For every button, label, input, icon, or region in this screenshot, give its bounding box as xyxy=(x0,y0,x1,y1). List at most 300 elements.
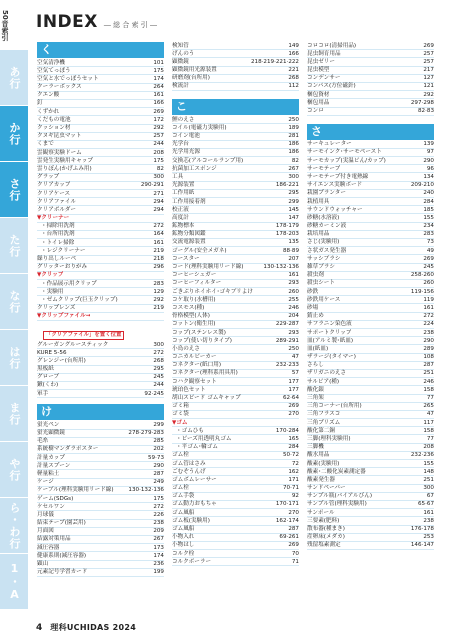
entry-page: 130·132·136 xyxy=(263,264,299,270)
entry-page: 82 xyxy=(156,165,164,172)
entry-page: 269 xyxy=(153,108,164,115)
tab-ka-row[interactable]: か行 xyxy=(0,106,28,162)
entry-page: 165 xyxy=(288,435,299,442)
entry-page: 270 xyxy=(288,411,299,418)
entry-name: 砂糖カーミン液 xyxy=(307,223,347,230)
index-tabs xyxy=(0,0,28,644)
index-entry xyxy=(172,75,299,83)
entry-name: 空気てっぽう xyxy=(37,67,71,74)
index-entry xyxy=(307,304,434,312)
entry-page: 82 xyxy=(291,157,299,164)
entry-page: 96 xyxy=(426,165,434,172)
entry-name: 鉱物分類図鑑 xyxy=(172,231,206,238)
entry-page: 209 xyxy=(153,528,164,535)
index-entry xyxy=(172,403,299,411)
entry-name: サイエンス実験ボード xyxy=(307,182,363,189)
entry-page: 71 xyxy=(291,558,299,565)
entry-name: 蛍光ペン xyxy=(37,421,60,428)
entry-name: コード(理科実験用リード線) xyxy=(172,264,244,270)
entry-name: サポートクリップ xyxy=(307,329,352,336)
entry-name: 酸素(実験用) xyxy=(307,460,340,467)
entry-page: 162 xyxy=(288,468,299,475)
entry-page: 268 xyxy=(153,357,164,364)
index-entry xyxy=(172,133,299,141)
entry-name: 光源装置 xyxy=(172,182,195,189)
entry-name: ごきぶりホイホイ･ゴキブリよけ xyxy=(172,288,253,295)
entry-name: 砂鉄用ケース xyxy=(307,296,341,303)
entry-page: 177 xyxy=(288,386,299,393)
entry-name: ゴム動力おもちゃ xyxy=(172,501,217,508)
entry-name: 胡山スピード ゴムキャップ xyxy=(172,395,241,401)
tab-ta-row[interactable]: た行 xyxy=(0,218,28,274)
entry-page: 47 xyxy=(291,354,299,361)
index-entry xyxy=(37,357,164,365)
entry-page: 284 xyxy=(423,198,434,205)
page-number: 4 xyxy=(36,622,43,633)
entry-page: 82·83 xyxy=(417,108,434,114)
section-heading-ku: く xyxy=(37,42,164,58)
entry-name: ゴーグル(安全メガネ) xyxy=(172,247,227,254)
entry-page: 289 xyxy=(423,345,434,352)
entry-name: 三脚機 xyxy=(307,444,324,451)
entry-page: 278·279·283 xyxy=(128,430,164,436)
entry-page: 209·210 xyxy=(410,182,434,189)
entry-name: グリッターおりがみ xyxy=(37,264,88,271)
entry-name: ゴム栓 xyxy=(172,485,189,492)
entry-name: げんのう xyxy=(172,50,195,57)
entry-page: 293 xyxy=(288,280,299,287)
entry-name: コルクボーラー xyxy=(172,558,212,565)
tab-ma-row[interactable]: ま行 xyxy=(0,386,28,442)
entry-name: クリアボルダー xyxy=(37,206,76,213)
index-entry xyxy=(172,411,299,419)
entry-page: 161 xyxy=(288,272,299,279)
entry-name: 減圧容器 xyxy=(37,544,60,551)
page-subtitle: ― 総 合 索 引 ― xyxy=(103,21,158,29)
entry-page: 162·174 xyxy=(275,517,299,524)
entry-page: 62·64 xyxy=(282,395,299,401)
entry-name: サーモカップ(実温ビん/カップ) xyxy=(307,157,386,164)
entry-page: 284 xyxy=(288,444,299,451)
entry-name: 系統樹マンダラポスター xyxy=(37,446,99,453)
entry-name: 交流電源装置 xyxy=(172,239,206,246)
entry-name: 酸化銀 xyxy=(307,386,324,393)
tab-sa-row[interactable]: さ行 xyxy=(0,162,28,218)
entry-name: 皿(アルミ製･紙皿) xyxy=(307,337,354,344)
entry-name: ・台所用洗剤 xyxy=(41,231,75,238)
entry-name: コネクター(紙口用) xyxy=(172,362,222,369)
entry-name: 計量カップ xyxy=(37,454,65,461)
entry-page: 177 xyxy=(288,378,299,385)
index-entry xyxy=(37,569,164,577)
entry-page: 175 xyxy=(153,157,164,164)
entry-page: 246 xyxy=(288,304,299,311)
entry-name: ・レジクリーナー xyxy=(41,247,86,254)
entry-name: クリップレンズ xyxy=(37,305,76,312)
entry-name: 栽植用具 xyxy=(307,198,330,205)
entry-page: 97 xyxy=(426,149,434,156)
entry-page: 244 xyxy=(153,141,164,148)
entry-page: 217 xyxy=(423,67,434,74)
entry-name: ゴム風船 xyxy=(172,526,195,532)
entry-name: 散布器(種まき) xyxy=(307,526,345,532)
entry-name: 産卵床(メダカ) xyxy=(307,534,345,541)
entry-name: 三脚(理科実験用) xyxy=(307,435,351,442)
entry-name: ・平ゴム･輪ゴム xyxy=(176,444,218,451)
entry-page: 92 xyxy=(291,493,299,500)
entry-name: クリアカップ xyxy=(37,182,71,189)
entry-page: 175 xyxy=(153,495,164,502)
entry-page: 186 xyxy=(288,149,299,156)
entry-name: サッシブラシ xyxy=(307,255,341,262)
entry-page: 292 xyxy=(423,91,434,98)
index-column-1 xyxy=(37,42,164,577)
entry-page: 139 xyxy=(423,141,434,148)
group-label-clipfile: ▼クリップファイル→ xyxy=(37,313,164,321)
entry-page: 49 xyxy=(426,247,434,254)
index-entry xyxy=(37,503,164,511)
index-entry xyxy=(37,133,164,141)
entry-name: コルク栓 xyxy=(172,550,195,557)
entry-name: コロコロ(清掃用品) xyxy=(307,42,357,49)
entry-name: 顕微鏡 xyxy=(172,58,189,65)
index-entry xyxy=(172,198,299,206)
entry-page: 240 xyxy=(423,190,434,197)
tab-numbers-alpha[interactable]: 1・A xyxy=(0,554,28,610)
entry-page: 293 xyxy=(288,329,299,336)
entry-name: サフラニン染色液 xyxy=(307,321,352,328)
entry-page: 232·236 xyxy=(410,452,434,459)
tab-ya-row[interactable]: や行 xyxy=(0,442,28,498)
entry-page: 166 xyxy=(288,50,299,57)
entry-name: 小物入れ xyxy=(172,534,195,541)
entry-page: 161 xyxy=(153,239,164,246)
entry-page: 251 xyxy=(423,370,434,377)
entry-page: 244 xyxy=(153,382,164,389)
entry-name: 酸素･二酸化炭素測定器 xyxy=(307,468,366,475)
entry-name: 毛糸 xyxy=(37,438,49,445)
entry-page: 238 xyxy=(153,520,164,527)
entry-page: 245 xyxy=(423,264,434,270)
entry-page: 208 xyxy=(153,149,164,156)
entry-page: 218 xyxy=(153,256,164,262)
entry-page: 186 xyxy=(288,141,299,148)
entry-page: 299 xyxy=(153,421,164,428)
section-heading-ko: こ xyxy=(172,99,299,115)
entry-page: 267 xyxy=(153,536,164,543)
index-entry xyxy=(307,386,434,394)
entry-name: サンプル瓶(バイアルびん) xyxy=(307,493,373,500)
entry-page: 260 xyxy=(423,280,434,287)
entry-page: 175 xyxy=(153,67,164,74)
entry-name: 砂鉄 xyxy=(307,288,319,295)
entry-name: 小鳥のえさ xyxy=(172,345,200,352)
entry-name: 研磨剤(台所用) xyxy=(172,75,210,82)
entry-page: 232·233 xyxy=(275,362,299,369)
entry-name: 工作用接着剤 xyxy=(172,198,206,205)
entry-name: クーラーボックス xyxy=(37,84,82,91)
entry-name: クリアファイル xyxy=(37,198,77,205)
entry-page: 67 xyxy=(426,493,434,500)
entry-name: コネクター(理科系用具用) xyxy=(172,370,238,377)
entry-page: 166 xyxy=(153,100,164,107)
entry-name: 錆止め xyxy=(307,313,324,320)
entry-page: 88·89 xyxy=(282,247,299,254)
entry-page: 161 xyxy=(423,304,434,311)
entry-name: 元素記号学習カード xyxy=(37,569,88,576)
entry-name: サーモインク･サーモペースト xyxy=(307,149,382,156)
entry-name: ごむぞうんげ xyxy=(172,468,206,475)
tab-ra-wa-row[interactable]: ら・わ行 xyxy=(0,498,28,554)
entry-name: グラップ xyxy=(37,174,60,181)
entry-name: 工具 xyxy=(172,173,184,180)
entry-page: 245 xyxy=(153,374,164,381)
entry-page: 258·260 xyxy=(410,272,434,279)
entry-page: 281 xyxy=(288,133,299,139)
entry-name: サウンドウォッチャー xyxy=(307,206,363,213)
entry-page: 295 xyxy=(288,190,299,197)
entry-name: ・ゴムひも xyxy=(176,427,204,434)
entry-name: クエン酸 xyxy=(37,92,60,99)
entry-name: 梱包用品 xyxy=(307,99,330,106)
index-entry xyxy=(37,520,164,528)
entry-name: 琥珀色セット xyxy=(172,386,206,393)
entry-name: サーキュレーター xyxy=(307,141,352,148)
entry-name: ・作品展示用クリップ xyxy=(41,280,97,287)
index-entry xyxy=(37,390,164,398)
entry-page: 218·219·221·222 xyxy=(250,58,299,65)
group-label-clip: ▼クリップ xyxy=(37,272,164,280)
entry-page: 295 xyxy=(153,366,164,373)
tab-na-row[interactable]: な行 xyxy=(0,274,28,330)
entry-name: コニカルビーカー xyxy=(172,354,217,361)
entry-name: 三角プリズム xyxy=(307,419,341,426)
entry-name: 光学台 xyxy=(172,141,189,148)
entry-page: 70·71 xyxy=(282,485,299,492)
entry-page: 129 xyxy=(153,288,164,295)
entry-name: 雲観察実験ドーム xyxy=(37,149,82,156)
entry-name: 殺虫剤 xyxy=(307,272,324,279)
entry-page: 267 xyxy=(288,165,299,172)
entry-page: 257 xyxy=(153,133,164,140)
entry-name: 校正液 xyxy=(172,206,189,213)
entry-page: 73 xyxy=(426,239,434,246)
entry-page: 121 xyxy=(423,83,434,90)
entry-name: 繰り出しルーペ xyxy=(37,256,77,262)
entry-name: くだもの電池 xyxy=(37,116,71,123)
entry-page: 287 xyxy=(153,470,164,477)
entry-page: 119·156 xyxy=(410,288,434,295)
entry-page: 272 xyxy=(153,349,164,356)
entry-page: 268 xyxy=(288,75,299,82)
entry-name: ザラージ(タイマー) xyxy=(307,354,356,361)
entry-page: 297·298 xyxy=(410,99,434,106)
entry-page: 269 xyxy=(288,403,299,410)
index-entry xyxy=(37,552,164,560)
index-entry xyxy=(172,83,299,91)
entry-name: 梱包資材 xyxy=(307,91,330,98)
entry-page: 178·203 xyxy=(275,231,299,238)
entry-name: ゴミ箱 xyxy=(172,403,189,410)
entry-name: さらし xyxy=(307,362,324,369)
entry-page: 207 xyxy=(288,255,299,262)
entry-name: 昆虫模型 xyxy=(307,67,330,74)
page-header xyxy=(36,12,157,32)
entry-page: 59·73 xyxy=(147,454,164,461)
entry-page: 108 xyxy=(423,354,434,361)
entry-name: ケーブル(理科実験用リード線) xyxy=(37,487,114,494)
entry-page: 289·291 xyxy=(275,337,299,344)
index-entry xyxy=(172,165,299,173)
entry-page: 285 xyxy=(153,438,164,445)
entry-name: 光学用光源 xyxy=(172,149,200,156)
entry-page: 135 xyxy=(288,239,299,246)
entry-page: 147 xyxy=(288,214,299,221)
entry-page: 250 xyxy=(288,345,299,352)
entry-page: 226 xyxy=(153,511,164,518)
entry-name: ゴム管はさみ xyxy=(172,460,206,467)
entry-name: グルーガングルースティック xyxy=(37,341,109,348)
entry-page: 250 xyxy=(288,116,299,123)
index-entry xyxy=(307,354,434,362)
entry-page: 238 xyxy=(423,517,434,524)
entry-name: ・掃除用洗剤 xyxy=(41,223,75,230)
entry-page: 269 xyxy=(423,255,434,262)
entry-name: ザリガニのえさ xyxy=(307,370,347,377)
entry-page: 65·67 xyxy=(417,501,434,508)
entry-page: 174 xyxy=(153,552,164,559)
entry-page: 146·147 xyxy=(410,542,434,549)
index-entry xyxy=(307,435,434,443)
entry-page: 70 xyxy=(291,550,299,557)
entry-name: 栽園プランター xyxy=(307,190,346,197)
entry-name: ・ビーズ用透明丸ゴム xyxy=(176,435,232,442)
entry-page: 269 xyxy=(288,542,299,549)
index-entry xyxy=(307,296,434,304)
index-entry xyxy=(37,470,164,478)
entry-page: 158 xyxy=(423,427,434,434)
entry-page: 287 xyxy=(423,362,434,369)
entry-name: コーヒーシュガー xyxy=(172,272,217,279)
entry-name: 砂場 xyxy=(307,304,319,311)
entry-name: 小物はし xyxy=(172,542,195,549)
entry-name: クッション材 xyxy=(37,125,71,131)
entry-name: 三角架 xyxy=(307,395,324,401)
entry-page: 290 xyxy=(423,337,434,344)
entry-name: 抗菌加工スポンジ xyxy=(172,165,217,172)
entry-name: コップ(ステンレス製) xyxy=(172,329,226,336)
section-heading-sa: さ xyxy=(307,124,434,140)
entry-name: サルビア(種) xyxy=(307,378,340,385)
entry-name: クヌギ昆虫マット xyxy=(37,133,82,140)
entry-name: コハク観察セット xyxy=(172,378,217,385)
entry-page: 149 xyxy=(288,42,299,49)
entry-page: 158 xyxy=(423,386,434,393)
entry-page: 178·179 xyxy=(275,223,299,230)
entry-page: 208 xyxy=(423,444,434,451)
entry-page: 174 xyxy=(153,75,164,82)
entry-page: 272 xyxy=(153,223,164,230)
entry-name: グローブ xyxy=(37,374,60,381)
entry-name: コイン電池 xyxy=(172,133,200,139)
entry-page: 272 xyxy=(423,313,434,320)
page-footer xyxy=(36,622,136,633)
entry-name: 軽量粘土 xyxy=(37,470,60,477)
entry-page: 269 xyxy=(423,42,434,49)
entry-name: 鍬(くわ) xyxy=(37,382,59,389)
entry-page: 271 xyxy=(153,190,164,197)
entry-name: 検流計 xyxy=(172,83,189,90)
entry-page: 145 xyxy=(288,206,299,213)
entry-page: 155 xyxy=(423,214,434,221)
entry-name: サーモテープ付き電熱線 xyxy=(307,173,369,180)
entry-page: 255 xyxy=(288,296,299,303)
entry-name: 残留塩素測定 xyxy=(307,542,341,549)
entry-page: 246 xyxy=(423,378,434,385)
tab-ha-row[interactable]: は行 xyxy=(0,330,28,386)
entry-name: コップ(使い切りタイプ) xyxy=(172,337,232,344)
entry-name: クリアケース xyxy=(37,190,71,197)
entry-name: 昆虫飼育用品 xyxy=(307,50,341,57)
entry-page: 234 xyxy=(423,223,434,230)
entry-page: 253 xyxy=(423,534,434,541)
entry-name: 検知管 xyxy=(172,42,189,49)
entry-page: 69·261 xyxy=(279,534,299,541)
entry-name: 砂糖(水溶液) xyxy=(307,214,340,221)
entry-page: 257 xyxy=(423,50,434,57)
entry-page: 219 xyxy=(153,305,164,312)
entry-name: ゲーム(SDGs) xyxy=(37,495,74,502)
entry-name: コンロ xyxy=(307,108,324,114)
index-entry xyxy=(37,430,164,438)
entry-page: 164 xyxy=(153,231,164,238)
tab-a-row[interactable]: あ行 xyxy=(0,50,28,106)
entry-name: 三角コーナー(台所用) xyxy=(307,403,362,410)
entry-name: 三角フラスコ xyxy=(307,411,341,418)
entry-page: 264 xyxy=(153,84,164,91)
index-entry xyxy=(307,542,434,550)
index-tabs-heading: 50音索引 xyxy=(1,9,9,41)
entry-name: 酸化第二銅 xyxy=(307,427,335,434)
entry-name: グレンジー(台所用) xyxy=(37,357,86,364)
entry-name: 顕山 xyxy=(37,561,49,567)
entry-name: 殺虫シート xyxy=(307,280,335,287)
entry-name: 雲発生実験用キャップ xyxy=(37,157,93,164)
entry-name: 健康系則(減圧容器) xyxy=(37,552,87,559)
entry-name: コーヒーフィルター xyxy=(172,280,222,287)
page-title: INDEX xyxy=(36,12,98,32)
entry-page: 72 xyxy=(291,460,299,467)
index-entry xyxy=(37,92,164,100)
entry-page: 101 xyxy=(153,59,164,66)
entry-page: 170·171 xyxy=(275,501,299,508)
entry-name: 酸素発生器 xyxy=(307,476,335,483)
entry-name: さじ(実験用) xyxy=(307,239,340,246)
entry-name: 三要素(肥料) xyxy=(307,517,340,524)
entry-name: 交換芯(アルコールランプ用) xyxy=(172,157,244,164)
entry-page: 238 xyxy=(423,329,434,336)
entry-page: 92·245 xyxy=(144,390,164,397)
index-entry xyxy=(307,378,434,386)
entry-page: 172 xyxy=(153,116,164,123)
entry-name: 釘 xyxy=(37,100,43,107)
entry-page: 290·291 xyxy=(140,182,164,189)
entry-page: 155 xyxy=(423,460,434,467)
entry-page: 300 xyxy=(288,173,299,180)
entry-page: 50·72 xyxy=(282,452,299,459)
entry-name: くまで xyxy=(37,141,54,148)
entry-name: ケセルワン xyxy=(37,503,65,510)
